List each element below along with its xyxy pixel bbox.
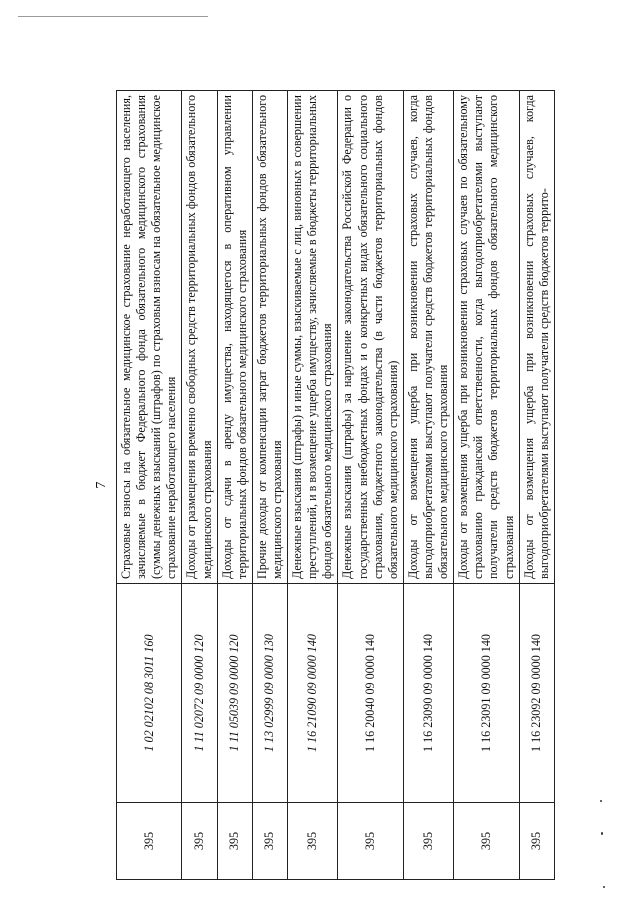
- budget-classification-code-cell: 1 02 02102 08 3011 160: [117, 584, 182, 803]
- income-description-cell: Доходы от возмещения ущерба при возникновении страховых случаев, когда выгодоприобретателями выступают получатели средств бюджетов территориальных фондов обязательного медицинского страхования: [403, 91, 453, 584]
- admin-code-cell: 395: [454, 803, 519, 880]
- income-description-cell: Доходы от размещения временно свободных средств территориальных фондов обязательного медицинского страхования: [182, 91, 217, 584]
- scan-speck: [601, 832, 603, 835]
- table-row: [338, 91, 403, 880]
- budget-classification-code-cell: 1 16 21090 09 0000 140: [288, 584, 338, 803]
- page-number: 7: [94, 481, 109, 489]
- admin-code-cell: 395: [252, 803, 287, 880]
- income-description-cell: Прочие доходы от компенсации затрат бюджетов территориальных фондов обязательного медицинского страхования: [252, 91, 287, 584]
- budget-classification-code-cell: 1 16 23090 09 0000 140: [403, 584, 453, 803]
- income-description-cell: Денежные взыскания (штрафы) и иные суммы, взыскиваемые с лиц, виновных в совершении преступлений, и в возмещение ущерба имуществу, зачисляемые в бюджеты территориальных фондов обязательного медицинского страхования: [288, 91, 338, 584]
- admin-code-cell: 395: [403, 803, 453, 880]
- income-description-cell: Доходы от сдачи в аренду имущества, находящегося в оперативном управлении территориальных фондов обязательного медицинского страхования: [217, 91, 252, 584]
- income-description-cell: Денежные взыскания (штрафы) за нарушение законодательства Российской Федерации о государственных внебюджетных фондах и о конкретных видах обязательного социального страхования, бюджетного законодательства (в части бюджетов территориальных фондов обязательного медицинского страхования): [338, 91, 403, 584]
- admin-code-cell: 395: [288, 803, 338, 880]
- document-content: [88, 90, 598, 880]
- table-row: [217, 91, 252, 880]
- budget-classification-code-cell: 1 16 23092 09 0000 140: [519, 584, 554, 803]
- scan-speck: [603, 886, 605, 888]
- admin-code-cell: 395: [217, 803, 252, 880]
- table-row: [288, 91, 338, 880]
- table-row: [182, 91, 217, 880]
- budget-classification-code-cell: 1 11 02072 09 0000 120: [182, 584, 217, 803]
- budget-classification-code-cell: 1 11 05039 09 0000 120: [217, 584, 252, 803]
- admin-code-cell: 395: [117, 803, 182, 880]
- admin-code-cell: 395: [182, 803, 217, 880]
- admin-code-cell: 395: [338, 803, 403, 880]
- table-row: [403, 91, 453, 880]
- table-row: [519, 91, 554, 880]
- rotated-document-page: [88, 90, 598, 880]
- income-description-cell: Доходы от возмещения ущерба при возникновении страховых случаев, когда выгодоприобретателями выступают получатели средств бюджетов террито-: [519, 91, 554, 584]
- budget-codes-table: [116, 90, 555, 880]
- table-body: [117, 91, 555, 880]
- scan-speck: [600, 800, 602, 802]
- table-row: [117, 91, 182, 880]
- budget-classification-code-cell: 1 16 20040 09 0000 140: [338, 584, 403, 803]
- income-description-cell: Страховые взносы на обязательное медицинское страхование неработающего населения, зачисляемые в бюджет Федерального фонда обязательного медицинского страхования (суммы денежных взысканий (штрафов) по страховым взносам на обязательное медицинское страхование неработающего населения: [117, 91, 182, 584]
- table-row: [454, 91, 519, 880]
- table-row: [252, 91, 287, 880]
- scan-edge-line: [18, 16, 208, 17]
- income-description-cell: Доходы от возмещения ущерба при возникновении страховых случаев по обязательному страхованию гражданской ответственности, когда выгодоприобретателями выступают получатели средств бюджетов территориальных фондов обязательного медицинского страхования: [454, 91, 519, 584]
- budget-classification-code-cell: 1 16 23091 09 0000 140: [454, 584, 519, 803]
- admin-code-cell: 395: [519, 803, 554, 880]
- budget-classification-code-cell: 1 13 02999 09 0000 130: [252, 584, 287, 803]
